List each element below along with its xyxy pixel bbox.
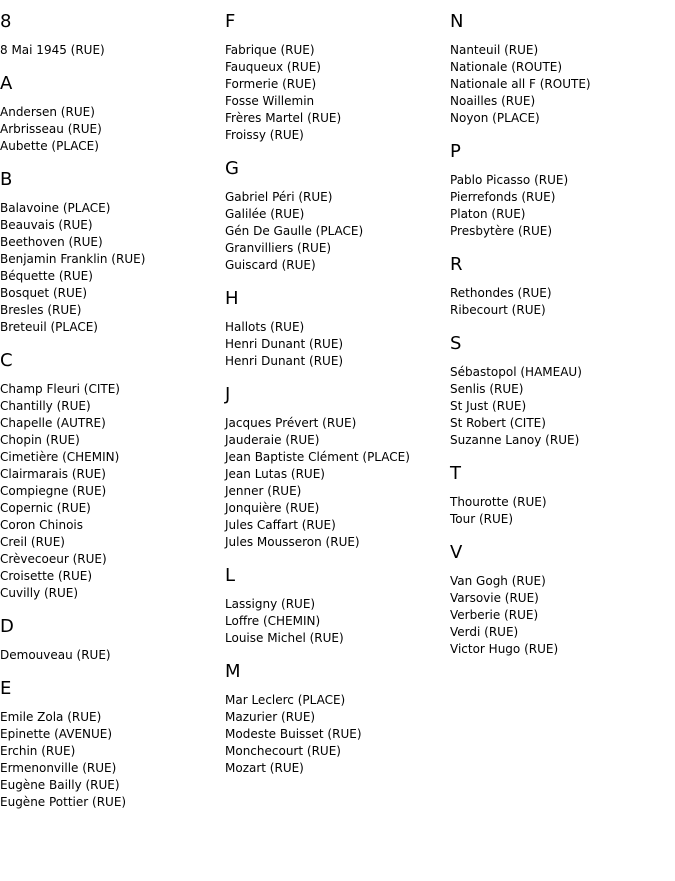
street-link[interactable]: Senlis (RUE) [450, 382, 524, 396]
section-letter-heading: J [225, 384, 231, 405]
section-letter-heading: H [225, 288, 239, 309]
street-link[interactable]: Monchecourt (RUE) [225, 744, 341, 758]
letter-section [450, 253, 670, 319]
street-link[interactable]: Chantilly (RUE) [0, 399, 91, 413]
letter-section [450, 541, 670, 658]
letter-section [225, 10, 445, 144]
section-letter-heading: C [0, 350, 13, 371]
street-link[interactable]: Béquette (RUE) [0, 269, 93, 283]
street-link[interactable]: Gabriel Péri (RUE) [225, 190, 333, 204]
street-link[interactable]: Guiscard (RUE) [225, 258, 316, 272]
street-link[interactable]: Jenner (RUE) [225, 484, 302, 498]
street-link[interactable]: Andersen (RUE) [0, 105, 95, 119]
street-link[interactable]: Balavoine (PLACE) [0, 201, 111, 215]
letter-section [450, 140, 670, 240]
street-link[interactable]: Bosquet (RUE) [0, 286, 88, 300]
street-link[interactable]: Noailles (RUE) [450, 94, 536, 108]
letter-section [0, 615, 220, 664]
street-link[interactable]: Demouveau (RUE) [0, 648, 111, 662]
street-link[interactable]: Suzanne Lanoy (RUE) [450, 433, 580, 447]
letter-section [225, 564, 445, 647]
section-letter-heading: G [225, 158, 239, 179]
street-link[interactable]: Pablo Picasso (RUE) [450, 173, 569, 187]
street-link[interactable]: Loffre (CHEMIN) [225, 614, 321, 628]
street-link[interactable]: Ribecourt (RUE) [450, 303, 546, 317]
street-link[interactable]: Clairmarais (RUE) [0, 467, 106, 481]
street-link[interactable]: Benjamin Franklin (RUE) [0, 252, 146, 266]
street-link[interactable]: Hallots (RUE) [225, 320, 305, 334]
street-link[interactable]: Noyon (PLACE) [450, 111, 540, 125]
street-link[interactable]: Granvilliers (RUE) [225, 241, 332, 255]
street-link[interactable]: Mozart (RUE) [225, 761, 304, 775]
street-link[interactable]: Frères Martel (RUE) [225, 111, 342, 125]
street-link[interactable]: Fauqueux (RUE) [225, 60, 321, 74]
street-link[interactable]: Thourotte (RUE) [450, 495, 547, 509]
street-link[interactable]: Breteuil (PLACE) [0, 320, 98, 334]
street-link[interactable]: Crèvecoeur (RUE) [0, 552, 107, 566]
letter-section [225, 660, 445, 777]
street-link[interactable]: Formerie (RUE) [225, 77, 317, 91]
street-link[interactable]: Croisette (RUE) [0, 569, 93, 583]
street-link[interactable]: Aubette (PLACE) [0, 139, 99, 153]
section-letter-heading: T [450, 463, 461, 484]
street-link[interactable]: Cimetière (CHEMIN) [0, 450, 120, 464]
street-link[interactable]: Mar Leclerc (PLACE) [225, 693, 346, 707]
street-link[interactable]: Verdi (RUE) [450, 625, 519, 639]
street-link[interactable]: Beauvais (RUE) [0, 218, 93, 232]
street-link[interactable]: Sébastopol (HAMEAU) [450, 365, 582, 379]
street-link[interactable]: Erchin (RUE) [0, 744, 76, 758]
section-letter-heading: B [0, 169, 13, 190]
street-link[interactable]: Pierrefonds (RUE) [450, 190, 556, 204]
letter-section [225, 157, 445, 274]
section-letter-heading: S [450, 333, 462, 354]
street-link[interactable]: Nationale all F (ROUTE) [450, 77, 591, 91]
section-letter-heading: M [225, 661, 241, 682]
street-index-column-3 [450, 10, 670, 671]
street-link[interactable]: 8 Mai 1945 (RUE) [0, 43, 105, 57]
street-link[interactable]: Varsovie (RUE) [450, 591, 539, 605]
street-link[interactable]: Victor Hugo (RUE) [450, 642, 559, 656]
street-link[interactable]: Jean Baptiste Clément (PLACE) [225, 450, 410, 464]
street-link[interactable]: Platon (RUE) [450, 207, 526, 221]
letter-section [0, 677, 220, 811]
street-link[interactable]: Gén De Gaulle (PLACE) [225, 224, 364, 238]
street-link[interactable]: St Just (RUE) [450, 399, 527, 413]
section-letter-heading: L [225, 565, 236, 586]
street-link[interactable]: Chapelle (AUTRE) [0, 416, 106, 430]
street-link[interactable]: Van Gogh (RUE) [450, 574, 546, 588]
street-index-column-2 [225, 10, 445, 790]
letter-section [450, 332, 670, 449]
street-link[interactable]: Creil (RUE) [0, 535, 65, 549]
letter-section [0, 10, 220, 59]
street-link[interactable]: Jules Caffart (RUE) [225, 518, 336, 532]
section-letter-heading: P [450, 141, 461, 162]
street-link[interactable]: Jauderaie (RUE) [225, 433, 320, 447]
section-letter-heading: F [225, 11, 236, 32]
street-link[interactable]: Jules Mousseron (RUE) [225, 535, 360, 549]
street-link[interactable]: Verberie (RUE) [450, 608, 539, 622]
street-link[interactable]: Jean Lutas (RUE) [225, 467, 325, 481]
street-link[interactable]: Rethondes (RUE) [450, 286, 552, 300]
section-letter-heading: N [450, 11, 464, 32]
street-link[interactable]: Beethoven (RUE) [0, 235, 103, 249]
street-link[interactable]: Henri Dunant (RUE) [225, 354, 344, 368]
street-link[interactable]: Champ Fleuri (CITE) [0, 382, 120, 396]
street-link[interactable]: Mazurier (RUE) [225, 710, 316, 724]
street-link[interactable]: Coron Chinois [0, 518, 84, 532]
street-link[interactable]: Jacques Prévert (RUE) [225, 416, 357, 430]
street-link[interactable]: Nationale (ROUTE) [450, 60, 563, 74]
street-link[interactable]: St Robert (CITE) [450, 416, 546, 430]
street-link[interactable]: Lassigny (RUE) [225, 597, 316, 611]
street-link[interactable]: Epinette (AVENUE) [0, 727, 113, 741]
section-letter-heading: E [0, 678, 12, 699]
street-index-column-1 [0, 10, 220, 824]
section-letter-heading: R [450, 254, 463, 275]
street-link[interactable]: Emile Zola (RUE) [0, 710, 102, 724]
street-link[interactable]: Chopin (RUE) [0, 433, 80, 447]
letter-section [0, 168, 220, 336]
letter-section [450, 462, 670, 528]
street-link[interactable]: Compiegne (RUE) [0, 484, 107, 498]
street-link[interactable]: Copernic (RUE) [0, 501, 91, 515]
section-letter-heading: A [0, 73, 13, 94]
letter-section [0, 349, 220, 602]
street-link[interactable]: Froissy (RUE) [225, 128, 304, 142]
letter-section [225, 287, 445, 370]
street-link[interactable]: Presbytère (RUE) [450, 224, 553, 238]
street-link[interactable]: Louise Michel (RUE) [225, 631, 344, 645]
street-link[interactable]: Cuvilly (RUE) [0, 586, 79, 600]
street-link[interactable]: Arbrisseau (RUE) [0, 122, 102, 136]
letter-section [0, 72, 220, 155]
street-link[interactable]: Fosse Willemin [225, 94, 315, 108]
letter-section [450, 10, 670, 127]
section-letter-heading: V [450, 542, 463, 563]
street-link[interactable]: Nanteuil (RUE) [450, 43, 539, 57]
street-link[interactable]: Ermenonville (RUE) [0, 761, 117, 775]
section-letter-heading: 8 [0, 11, 12, 32]
street-link[interactable]: Modeste Buisset (RUE) [225, 727, 362, 741]
street-link[interactable]: Bresles (RUE) [0, 303, 82, 317]
street-link[interactable]: Galilée (RUE) [225, 207, 305, 221]
section-letter-heading: D [0, 616, 14, 637]
letter-section [225, 383, 445, 551]
street-link[interactable]: Fabrique (RUE) [225, 43, 315, 57]
street-link[interactable]: Tour (RUE) [450, 512, 514, 526]
street-link[interactable]: Eugène Bailly (RUE) [0, 778, 120, 792]
street-link[interactable]: Henri Dunant (RUE) [225, 337, 344, 351]
street-link[interactable]: Jonquière (RUE) [225, 501, 320, 515]
street-link[interactable]: Eugène Pottier (RUE) [0, 795, 127, 809]
